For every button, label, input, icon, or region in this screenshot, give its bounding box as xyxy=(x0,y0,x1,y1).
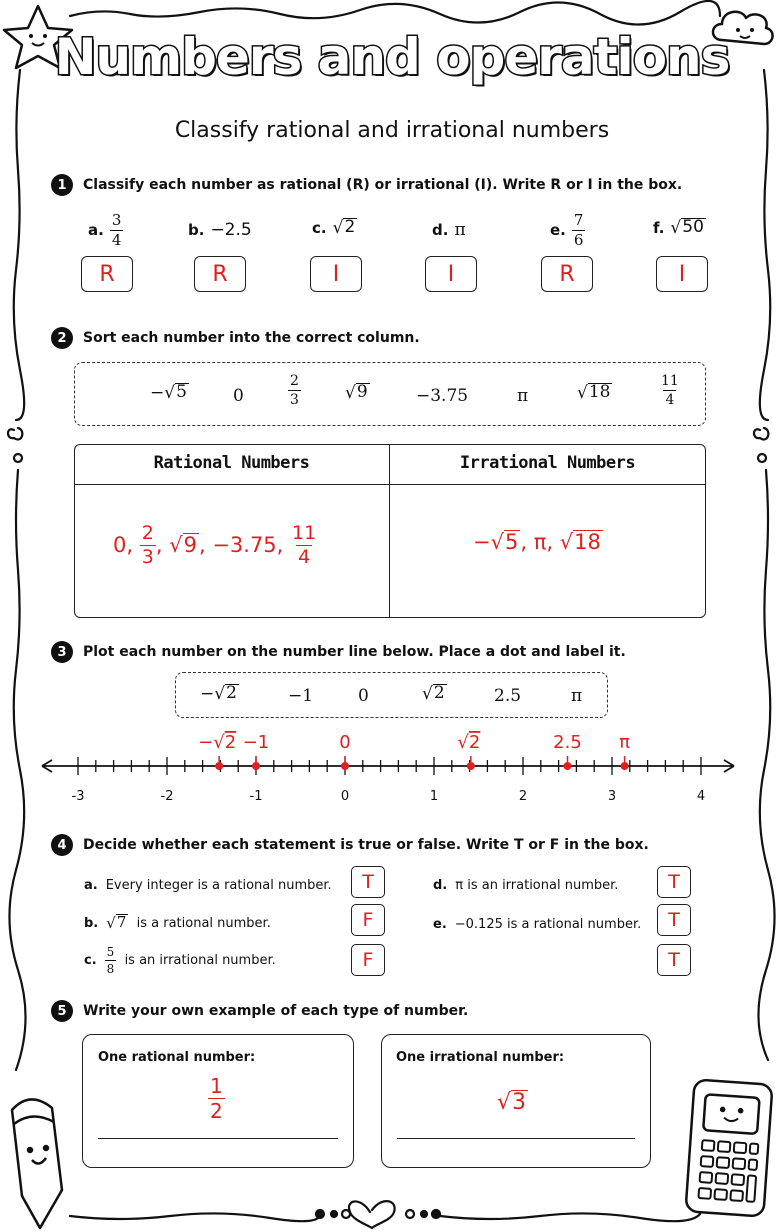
bank-zero: 0 xyxy=(233,386,244,406)
q1-answer-box-f[interactable]: I xyxy=(656,256,708,292)
tick-label: -2 xyxy=(160,789,174,804)
bank-two-thirds: $\frac{2}{3}$ xyxy=(290,373,299,408)
q4-answer-box-a[interactable]: T xyxy=(351,866,385,898)
irrational-column-header: Irrational Numbers xyxy=(459,453,636,473)
plotted-point xyxy=(467,762,475,770)
question-2-instruction: Sort each number into the correct column. xyxy=(83,330,420,346)
question-5-instruction: Write your own example of each type of number. xyxy=(83,1003,469,1019)
q4-answer-box-d[interactable]: T xyxy=(657,866,691,898)
irrational-answer: − √ 5 , π, √ 18 xyxy=(473,530,601,554)
tick-label: 2 xyxy=(518,789,528,804)
tick-label: 3 xyxy=(607,789,617,804)
bank-sqrt18: √ 18 xyxy=(577,382,611,403)
q1-item-c: c. √ 2 xyxy=(312,217,356,238)
q3-bank-2.5: 2.5 xyxy=(494,686,522,706)
q1-item-e: e. $\frac{7}{6}$ xyxy=(550,210,584,249)
q1-answer-box-d[interactable]: I xyxy=(425,256,477,292)
q3-bank-neg1: −1 xyxy=(288,686,314,706)
rational-answer: 0, $\frac{2}{3}$ , √ 9 , −3.75, $\frac{11}{4}$ xyxy=(113,521,317,568)
question-number-3: 3 xyxy=(51,641,73,663)
bank-sqrt9: √ 9 xyxy=(345,382,368,403)
plotted-point xyxy=(621,762,629,770)
bank-eleven-fourths: $\frac{11}{4}$ xyxy=(661,373,679,408)
point-label: π xyxy=(619,732,631,753)
plotted-point xyxy=(564,762,572,770)
q4-answer-box-extra[interactable]: T xyxy=(657,944,691,976)
pencil-icon xyxy=(12,1099,62,1228)
point-label: −1 xyxy=(242,732,270,753)
q4-statement-e: e. −0.125 is a rational number. xyxy=(433,917,642,932)
number-line xyxy=(30,720,750,810)
question-number-1: 1 xyxy=(51,174,73,196)
tick-label: 4 xyxy=(696,789,706,804)
bank-pi: π xyxy=(517,386,529,406)
question-number-2: 2 xyxy=(51,327,73,349)
q3-number-bank xyxy=(175,672,608,718)
q3-bank-pi: π xyxy=(571,686,583,706)
plotted-point xyxy=(341,762,349,770)
tick-label: -1 xyxy=(249,789,263,804)
question-4-instruction: Decide whether each statement is true or false. Write T or F in the box. xyxy=(83,837,649,853)
tick-label: 1 xyxy=(429,789,439,804)
bank-neg-sqrt5: − √ 5 xyxy=(150,382,187,403)
q1-answer-box-a[interactable]: R xyxy=(81,256,133,292)
q4-statement-c: c. $\frac{5}{8}$ is an irrational number. xyxy=(84,945,276,976)
q1-item-d: d. π xyxy=(432,220,466,240)
q1-answer-box-e[interactable]: R xyxy=(541,256,593,292)
rational-example-label: One rational number: xyxy=(98,1050,256,1065)
plotted-point xyxy=(252,762,260,770)
question-number-5: 5 xyxy=(51,1000,73,1022)
point-label: 2.5 xyxy=(553,732,582,753)
tick-label: 0 xyxy=(340,789,350,804)
q4-answer-box-c[interactable]: F xyxy=(351,944,385,976)
point-label: √2 xyxy=(457,732,481,753)
page-subtitle: Classify rational and irrational numbers xyxy=(174,118,610,143)
rational-example-answer: $\frac{1}{2}$ xyxy=(210,1074,223,1123)
irrational-answer-line xyxy=(397,1138,635,1139)
rational-column-header: Rational Numbers xyxy=(153,453,310,473)
irrational-example-label: One irrational number: xyxy=(396,1050,565,1065)
q1-item-f: f. √ 50 xyxy=(653,217,704,238)
sort-table-header-divider xyxy=(74,484,706,485)
plotted-point xyxy=(215,762,223,770)
rational-answer-line xyxy=(98,1138,338,1139)
calculator-icon xyxy=(685,1079,772,1216)
question-3-instruction: Plot each number on the number line below. Place a dot and label it. xyxy=(83,644,626,660)
q3-bank-neg-sqrt2: − √ 2 xyxy=(200,683,237,704)
irrational-example-answer: √ 3 xyxy=(497,1090,527,1115)
point-label: 0 xyxy=(339,732,351,753)
page-title: Numbers and operations xyxy=(54,28,730,86)
q4-statement-b: b. √ 7 is a rational number. xyxy=(84,913,271,932)
point-label: −√2 xyxy=(198,732,237,753)
q3-bank-sqrt2: √ 2 xyxy=(422,683,445,704)
q4-answer-box-b[interactable]: F xyxy=(351,904,385,936)
q4-statement-a: a. Every integer is a rational number. xyxy=(84,878,332,893)
q1-answer-box-c[interactable]: I xyxy=(310,256,362,292)
q1-item-a: a. $\frac{3}{4}$ xyxy=(88,210,122,249)
q4-answer-box-e[interactable]: T xyxy=(657,904,691,936)
q1-answer-box-b[interactable]: R xyxy=(194,256,246,292)
tick-label: -3 xyxy=(71,789,85,804)
bank-neg-3.75: −3.75 xyxy=(416,386,469,406)
q3-bank-zero: 0 xyxy=(358,686,369,706)
question-1-instruction: Classify each number as rational (R) or irrational (I). Write R or I in the box. xyxy=(83,177,683,193)
q4-statement-d: d. π is an irrational number. xyxy=(433,878,619,893)
question-number-4: 4 xyxy=(51,834,73,856)
q1-item-b: b. −2.5 xyxy=(188,220,252,240)
